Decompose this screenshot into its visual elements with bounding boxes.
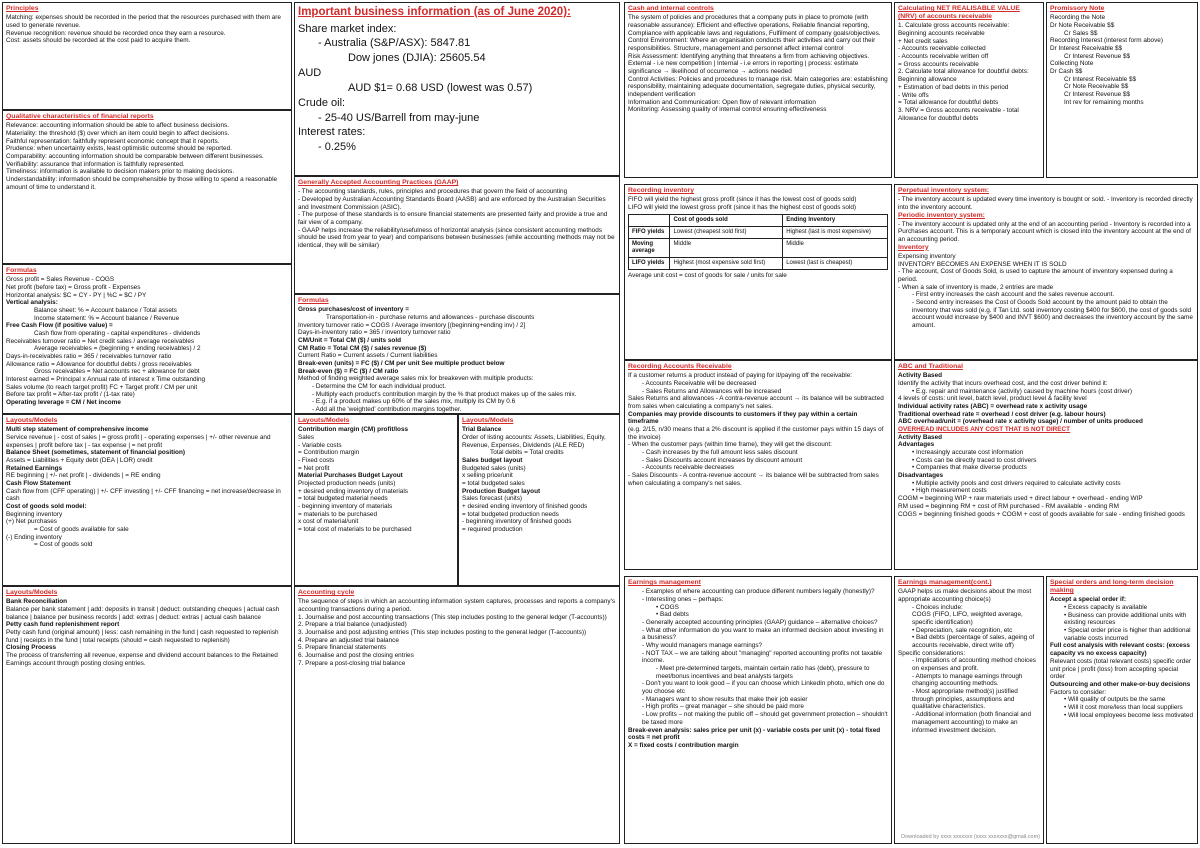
- text-line: Understandability: information should be comprehensible by those willing to spend a reasonable amount of time to understand it.: [6, 175, 278, 191]
- text-line: - The inventory account is updated only at the end of an accounting period - Inventory is recorded into a Purchases account. This is a temporary account which is closed into the inventory account at the end of an accounting period.: [898, 220, 1191, 244]
- text-line: (+) Net purchases: [6, 518, 57, 526]
- text-line: 5. Prepare financial statements: [298, 644, 387, 652]
- text-line: - E.g. if a product makes up 60% of the sales mix, multiply its CM by 0.6: [312, 398, 516, 406]
- text-line: - Low profits – not making the public off – should get government protection – shouldn't be taxed more: [642, 711, 888, 726]
- text-line: Relevance: accounting information should be able to affect business decisions.: [6, 122, 229, 130]
- table-row: [629, 226, 888, 238]
- text-line: Dow jones (DJIA): 25605.54: [348, 52, 486, 65]
- section-title: Periodic inventory system:: [898, 211, 985, 219]
- recording-inventory-section: [624, 184, 892, 360]
- text-line: • Business can provide additional units with existing resources: [1064, 611, 1187, 627]
- section-title: Special orders and long-term decision making: [1050, 579, 1174, 595]
- text-line: - Implications of accounting method choices on expenses and profit.: [912, 657, 1036, 673]
- promissory-note-section: [1046, 2, 1198, 178]
- section-title: Perpetual inventory system:: [898, 187, 990, 194]
- text-line: Dr Note Receivable $$: [1050, 21, 1115, 29]
- text-line: RE beginning | +/- net profit | - dividends | = RE ending: [6, 472, 161, 480]
- text-line: - When a sale of inventory is made, 2 entries are made: [898, 283, 1054, 291]
- formulas-section-1: [2, 264, 292, 414]
- text-line: Control Activities: Policies and procedures to manage risk. Main categories are: establishing responsibility, maintaining adequate documentation, segregate duties, physical security, independent verification: [628, 75, 888, 99]
- text-line: Revenue recognition: revenue should be recorded once they earn a resource.: [6, 29, 226, 37]
- text-line: GAAP helps us make decisions about the most appropriate accounting choice(s): [898, 588, 1032, 603]
- table-cell: Cost of goods sold: [670, 214, 783, 226]
- text-line: - Second entry increases the Cost of Goods Sold account by the amount paid to obtain the inventory that was sold (e.g. if Tan Ltd. sold inventory costing $400 for $600, the cost of goods sold account would increase by $400 and INVT $600) and decreases the inventory account by the same amount.: [912, 299, 1193, 330]
- text-line: Factors to consider:: [1050, 688, 1107, 696]
- text-line: If a customer returns a product instead of paying for it/paying off the receivable:: [628, 372, 853, 380]
- text-line: Interest rates:: [298, 126, 366, 139]
- text-line: Information and Communication: Open flow of relevant information: [628, 98, 816, 106]
- text-line: = Contribution margin: [298, 449, 360, 457]
- text-line: • Increasingly accurate cost information: [912, 449, 1024, 457]
- text-line: Traditional overhead rate = overhead / cost driver (e.g. labour hours): [898, 410, 1106, 418]
- text-line: Accept a special order if:: [1050, 596, 1127, 604]
- text-line: • E.g. repair and maintenance (activity) caused by machine hours (cost driver): [912, 387, 1132, 395]
- text-line: • Bad debts: [656, 611, 689, 619]
- text-line: = materials to be purchased: [298, 510, 378, 518]
- text-line: • COGS: [656, 603, 679, 611]
- text-line: - Write offs: [898, 91, 929, 99]
- qualitative-section: [2, 110, 292, 264]
- section-title: Inventory: [898, 243, 929, 251]
- table-cell: Highest (last is most expensive): [783, 226, 888, 238]
- text-line: Break-even analysis: sales price per unit (x) - variable costs per unit (x) - total fixed costs = net profit: [628, 726, 881, 742]
- text-line: 4 levels of costs: unit level, batch level, product level & facility level: [898, 395, 1087, 403]
- text-line: 2. Prepare a trial balance (unadjusted): [298, 621, 407, 629]
- text-line: Dr Cash $$: [1050, 67, 1083, 75]
- text-line: - Additional information (both financial and management accounting) to make an informed investment decision.: [912, 711, 1032, 734]
- text-line: - Determine the CM for each individual product.: [312, 383, 446, 391]
- text-line: RM used = beginning RM + cost of RM purchased - RM available - ending RM: [898, 502, 1119, 510]
- text-line: Beginning inventory: [6, 510, 63, 518]
- text-line: (e.g. 2/15, n/30 means that a 2% discount is applied if the customer pays within 15 days of the invoice): [628, 425, 884, 441]
- text-line: Before tax profit = After-tax profit / (1-tax rate): [6, 391, 135, 399]
- text-line: Horizontal analysis: $C = CY - PY | %C = $C / PY: [6, 291, 147, 299]
- text-line: - 0.25%: [318, 141, 356, 154]
- text-line: - NOT TAX – we are talking about "managing" reported accounting profits not taxable income.: [642, 649, 883, 665]
- text-line: Cr Interest Revenue $$: [1064, 52, 1131, 60]
- text-line: COGS = beginning finished goods + COGM + cost of goods available for sale - ending finished goods: [898, 510, 1185, 518]
- text-line: = total budgeted production needs: [462, 510, 559, 518]
- perpetual-inventory-section: [894, 184, 1198, 360]
- text-line: Average receivables = (beginning + ending receivables) / 2: [34, 345, 201, 353]
- abc-traditional-section: [894, 360, 1198, 570]
- text-line: Expensing inventory: [898, 252, 956, 260]
- text-line: Activity Based: [898, 433, 943, 441]
- text-line: Faithful representation: faithfully represent economic concept that it reports.: [6, 137, 220, 145]
- text-line: + desired ending inventory of materials: [298, 487, 408, 495]
- text-line: Sales volume (to reach target profit) FC + Target profit / CM per unit: [6, 383, 198, 391]
- text-line: Outsourcing and other make-or-buy decisions: [1050, 680, 1191, 688]
- text-line: Monitoring: Assessing quality of internal control ensuring effectiveness: [628, 106, 827, 114]
- nrv-section: [894, 2, 1044, 178]
- text-line: - 25-40 US/Barrell from may-june: [318, 111, 480, 124]
- text-line: Cr Sales $$: [1064, 29, 1098, 37]
- text-line: = total cost of materials to be purchased: [298, 526, 412, 534]
- text-line: - First entry increases the cash account and the sales revenue account.: [912, 291, 1115, 299]
- text-line: Control Environment: Where an organisation conducts their activities and carry out their responsibilities. Structure, management and personnel affect internal control: [628, 37, 876, 52]
- table-cell: FIFO yields: [629, 226, 670, 238]
- text-line: 1. Journalise and post accounting transactions (This step includes posting to the general ledger (T-accounts)): [298, 613, 607, 621]
- text-line: - Accounts receivable written off: [898, 53, 989, 61]
- accounting-cycle-section: [294, 586, 620, 844]
- table-cell: Lowest (last is cheapest): [783, 258, 888, 270]
- text-line: Current Ratio = Current assets / Current liabilities: [298, 352, 438, 360]
- section-title: Layouts/Models: [462, 417, 514, 424]
- text-line: - beginning inventory of finished goods: [462, 518, 572, 526]
- text-line: INVENTORY BECOMES AN EXPENSE WHEN IT IS SOLD: [898, 260, 1067, 268]
- text-line: Individual activity rates (ABC) = overhead rate x activity usage: [898, 402, 1088, 410]
- text-line: LIFO will yield the lowest gross profit (since it has the highest cost of goods sold): [628, 203, 857, 211]
- text-line: Identify the activity that incurs overhead cost, and the cost driver behind it:: [898, 379, 1108, 387]
- text-line: - Cash increases by the full amount less sales discount: [642, 449, 798, 457]
- text-line: Relevant costs (total relevant costs) specific order unit price | profit (loss) from accepting special order: [1050, 657, 1192, 681]
- section-title: Layouts/Models: [298, 417, 350, 424]
- section-title: Cash and internal controls: [628, 5, 714, 12]
- text-line: + Estimation of bad debts in this period: [898, 83, 1009, 91]
- text-line: - High profits – great manager – she should be paid more: [642, 703, 804, 711]
- text-line: - Accounts Receivable will be decreased: [642, 379, 757, 387]
- text-line: • Multiple activity pools and cost drivers required to calculate activity costs: [912, 479, 1121, 487]
- text-line: - Sales Discounts - A contra-revenue account → its balance will be subtracted from sales when calculating a company's net sales.: [628, 472, 879, 487]
- section-title: Layouts/Models: [6, 589, 58, 596]
- special-orders-section: [1046, 576, 1198, 844]
- section-title: Layouts/Models: [6, 417, 58, 424]
- text-line: Production Budget layout: [462, 487, 541, 495]
- text-line: Disadvantages: [898, 472, 944, 480]
- section-title: Recording inventory: [628, 187, 695, 194]
- text-line: Timeliness: information is available to decision makers prior to making decisions.: [6, 168, 235, 176]
- text-line: Sales: [298, 433, 314, 441]
- text-line: X = fixed costs / contribution margin: [628, 741, 739, 749]
- section-title: Earnings management: [628, 579, 701, 586]
- text-line: • Will quality of outputs be the same: [1064, 696, 1166, 704]
- table-header-row: [629, 214, 888, 226]
- text-line: Order of listing accounts: Assets, Liabilities, Equity, Revenue, Expenses, Dividends (ALE RED): [462, 433, 606, 449]
- text-line: = required production: [462, 526, 523, 534]
- cash-controls-section: [624, 2, 892, 178]
- text-line: Material Purchases Budget Layout: [298, 472, 403, 480]
- gaap-section: [294, 176, 620, 294]
- text-line: 1. Calculate gross accounts receivable:: [898, 22, 1010, 30]
- text-line: = Total allowance for doubtful debts: [898, 99, 999, 107]
- inventory-methods-table: [628, 214, 888, 271]
- text-line: • Bad debts (percentage of sales, ageing of accounts receivable, direct write off): [912, 634, 1035, 649]
- text-line: CM/Unit = Total CM ($) / units sold: [298, 336, 402, 344]
- text-line: x selling price/unit: [462, 472, 513, 480]
- text-line: Closing Process: [6, 644, 57, 652]
- text-line: 6. Journalise and post the closing entries: [298, 651, 414, 659]
- text-line: + Net credit sales: [898, 37, 948, 45]
- text-line: The process of transferring all revenue, expense and dividend account balances to the Retained Earnings account through posting closing entries.: [6, 651, 278, 667]
- text-line: = Gross accounts receivable: [898, 60, 979, 68]
- formulas-section-2: [294, 294, 620, 414]
- text-line: 3. NRV = Gross accounts receivable - total Allowance for doubtful debts: [898, 106, 1019, 122]
- text-line: Matching: expenses should be recorded in the period that the resources purchased with them are used to generate revenue.: [6, 14, 281, 29]
- text-line: The sequence of steps in which an accounting information system captures, processes and reports a company's accounting transactions during a period.: [298, 598, 616, 613]
- text-line: - The purpose of these standards is to ensure financial statements are presented fairly and provide a true and fair view of a company.: [298, 211, 608, 226]
- text-line: Income statement: % = Account balance / Revenue: [34, 314, 180, 322]
- text-line: = total budgeted sales: [462, 479, 525, 487]
- text-line: - Generally accepted accounting principles (GAAP) guidance – alternative choices?: [642, 618, 878, 626]
- text-line: • High measurement costs: [912, 487, 987, 495]
- text-line: Vertical analysis:: [6, 299, 58, 307]
- text-line: - Sales Discounts account increases by discount amount: [642, 456, 803, 464]
- text-line: Dr Interest Receivable $$: [1050, 44, 1123, 52]
- text-line: Petty cash fund (original amount) | less: cash remaining in the fund | cash requested to replenish fund | receipts in the fund | total receipts (should = cash requested to replenish): [6, 628, 279, 644]
- text-line: 2. Calculate total allowance for doubtful debts:: [898, 68, 1029, 76]
- layouts-section-1: [2, 414, 292, 586]
- text-line: Collecting Note: [1050, 60, 1094, 68]
- text-line: COGM = beginning WIP + raw materials used + direct labour + overhead - ending WIP: [898, 495, 1143, 503]
- text-line: - Variable costs: [298, 441, 342, 449]
- text-line: AUD: [298, 67, 322, 80]
- text-line: Gross receivables = Net accounts rec + allowance for debt: [34, 368, 200, 376]
- text-line: Average unit cost = cost of goods for sale / units for sale: [628, 272, 787, 280]
- table-cell: Middle: [783, 238, 888, 257]
- text-line: Advantages: [898, 441, 935, 449]
- section-title: Accounting cycle: [298, 589, 355, 596]
- text-line: FIFO will yield the highest gross profit (since it has the lowest cost of goods sold): [628, 196, 857, 204]
- text-line: Allowance ratio = Allowance for doubtful debts / gross receivables: [6, 360, 192, 368]
- text-line: Companies may provide discounts to customers if they pay within a certain timeframe: [628, 410, 858, 426]
- text-line: - Accounts receivable collected: [898, 45, 986, 53]
- text-line: Comparability: accounting information should be comparable between different businesses.: [6, 152, 264, 160]
- text-line: = Cost of goods available for sale: [34, 526, 129, 534]
- layouts-section-2: [2, 586, 292, 844]
- text-line: - Managers want to show results that make their job easier: [642, 695, 808, 703]
- text-line: Net profit (before tax) = Gross profit - Expenses: [6, 283, 141, 291]
- text-line: Service revenue | - cost of sales | = gross profit | - operating expenses | +/- other revenue and expenses | profit before tax | - tax expense | = net profit: [6, 433, 271, 449]
- text-line: • Excess capacity is available: [1064, 604, 1148, 611]
- text-line: - Interesting ones – perhaps:: [642, 595, 724, 603]
- layouts-section-3: [294, 414, 458, 586]
- text-line: - Developed by Australian Accounting Standards Board (AASB) and are enforced by the Australian Securities and Investment Commission (ASIC).: [298, 195, 606, 211]
- text-line: + desired ending inventory of finished goods: [462, 503, 588, 511]
- text-line: Days-in-receivables ratio = 365 / receivables turnover ratio: [6, 353, 172, 361]
- text-line: x cost of material/unit: [298, 518, 359, 526]
- text-line: • Companies that make diverse products: [912, 464, 1027, 472]
- table-cell: Ending Inventory: [783, 214, 888, 226]
- text-line: Method of finding weighted average sales mix for breakeven with multiple products:: [298, 375, 534, 383]
- text-line: Cash flow from (CFF operating) | +/- CFF investing | +/- CFF financing = net increase/decrease in cash: [6, 487, 281, 503]
- section-title: Important business information (as of June 2020):: [298, 6, 571, 18]
- text-line: Cr Interest Receivable $$: [1064, 75, 1137, 83]
- text-line: - Most appropriate method(s) justified through principles, assumptions and qualitative characteristics.: [912, 688, 1018, 711]
- section-title: Promissory Note: [1050, 5, 1105, 12]
- section-title: Principles: [6, 5, 39, 12]
- text-line: Cr Interest Revenue $$: [1064, 91, 1131, 99]
- text-line: Cash Flow Statement: [6, 479, 71, 487]
- download-footer: Downloaded by xxxx xxxxxxx (xxxx xxxxxxx@gmail.com): [901, 834, 1040, 840]
- text-line: Bank Reconciliation: [6, 598, 68, 606]
- text-line: Trial Balance: [462, 426, 502, 434]
- section-title: Generally Accepted Accounting Practices (GAAP): [298, 179, 459, 186]
- text-line: Retained Earnings: [6, 464, 63, 472]
- text-line: 7. Prepare a post-closing trial balance: [298, 659, 406, 667]
- text-line: Sales budget layout: [462, 456, 523, 464]
- text-line: - Australia (S&P/ASX): 5847.81: [318, 37, 471, 50]
- text-line: - The inventory account is updated every time inventory is bought or sold. - Inventory is recorded directly into the inventory account.: [898, 196, 1193, 211]
- text-line: - Fixed costs: [298, 456, 335, 464]
- text-line: Balance per bank statement | add: deposits in transit | deduct: outstanding cheques | actual cash balance | balance per business records | add: extras | deduct: extras | actual cash balance: [6, 605, 280, 621]
- text-line: • Will local employees become less motivated: [1064, 711, 1194, 719]
- text-line: Recording the Note: [1050, 14, 1106, 22]
- text-line: Days-in-inventory ratio = 365 / inventory turnover ratio: [298, 329, 451, 337]
- text-line: Contribution margin (CM) profit/loss: [298, 426, 409, 434]
- text-line: Specific considerations:: [898, 649, 966, 657]
- table-row: [629, 238, 888, 257]
- section-title: Formulas: [298, 297, 329, 304]
- text-line: Transportation-in - purchase returns and allowances - purchase discounts: [326, 313, 535, 321]
- text-line: COGS (FIFO, LIFO, weighted average, specific identification): [912, 611, 1023, 626]
- text-line: Receivables turnover ratio = Net credit sales / average receivables: [6, 337, 195, 345]
- text-line: • Costs can be directly traced to cost drivers: [912, 456, 1037, 464]
- text-line: Projected production needs (units): [298, 479, 396, 487]
- text-line: Crude oil:: [298, 96, 346, 109]
- text-line: - The accounting standards, rules, principles and procedures that govern the field of accounting: [298, 188, 568, 196]
- section-title: ABC and Traditional: [898, 363, 963, 370]
- text-line: = Net profit: [298, 464, 330, 472]
- table-cell: LIFO yields: [629, 258, 670, 270]
- section-title: Calculating NET REALISABLE VALUE (NRV) of accounts receivable: [898, 5, 1020, 21]
- text-line: Free Cash Flow (if positive value) =: [6, 322, 113, 330]
- text-line: Assets = Liabilities + Equity debt (DEA | LOR) credit: [6, 456, 153, 464]
- text-line: Total debits = Total credits: [490, 449, 564, 457]
- text-line: Beginning accounts receivable: [898, 30, 985, 37]
- text-line: = total budgeted material needs: [298, 495, 388, 503]
- text-line: Operating leverage = CM / Net income: [6, 399, 121, 407]
- table-cell: Highest (most expensive sold first): [670, 258, 783, 270]
- text-line: = Cost of goods sold: [34, 541, 93, 549]
- text-line: 4. Prepare an adjusted trial balance: [298, 636, 399, 644]
- text-line: Break-even (units) = FC ($) / CM per unit See multiple product below: [298, 359, 505, 367]
- text-line: - Accounts receivable decreases: [642, 464, 735, 472]
- section-title: Earnings management(cont.): [898, 579, 992, 586]
- text-line: Gross purchases/cost of inventory =: [298, 306, 409, 314]
- text-line: Multi step statement of comprehensive income: [6, 426, 149, 434]
- text-line: Cr Note Receivable $$: [1064, 83, 1129, 91]
- text-line: - Meet pre-determined targets, maintain certain ratio has (debt), pressure to meet/bonus incentives and beat analysts targets: [656, 665, 870, 680]
- text-line: • Special order price is higher than additional variable costs incurred: [1064, 627, 1191, 642]
- text-line: OVERHEAD INCLUDES ANY COST THAT IS NOT DIRECT: [898, 425, 1071, 433]
- text-line: Materiality: the threshold ($) over which an item could begin to affect decisions.: [6, 129, 230, 137]
- text-line: - Add all the 'weighted' contribution margins together.: [312, 406, 462, 414]
- table-row: [629, 258, 888, 270]
- text-line: 3. Journalise and post adjusting entries (This step includes posting to the general ledger (T-accounts)): [298, 628, 587, 636]
- text-line: Cost of goods sold model:: [6, 503, 87, 511]
- text-line: AUD $1= 0.68 USD (lowest was 0.57): [348, 81, 533, 94]
- text-line: (-) Ending inventory: [6, 533, 62, 541]
- business-info-section: [294, 2, 620, 176]
- text-line: - The account, Cost of Goods Sold, is used to capture the amount of inventory expensed during a period.: [898, 268, 1173, 283]
- layouts-section-4: [458, 414, 620, 586]
- text-line: - beginning inventory of materials: [298, 503, 393, 511]
- text-line: - What other information do you want to make an informed decision about investing in a business?: [642, 626, 884, 642]
- table-cell: Lowest (cheapest sold first): [670, 226, 783, 238]
- section-title: Recording Accounts Receivable: [628, 363, 732, 370]
- accounts-receivable-section: [624, 360, 892, 570]
- text-line: - Sales Returns and Allowances will be increased: [642, 387, 782, 395]
- text-line: Beginning allowance: [898, 76, 957, 84]
- text-line: • Depreciation, sale recognition, etc: [912, 626, 1013, 634]
- table-cell: Moving average: [629, 238, 670, 257]
- table-cell: Middle: [670, 238, 783, 257]
- text-line: • Will it cost more/less than local suppliers: [1064, 703, 1183, 711]
- text-line: Break-even ($) = FC ($) / CM ratio: [298, 367, 399, 375]
- earnings-management-section: [624, 576, 892, 844]
- earnings-management-cont-section: [894, 576, 1044, 844]
- text-line: The system of policies and procedures that a company puts in place to promote (with reasonable assurance): Efficient and effective operations, Reliable financial reporting, Compliance with applicable laws and regulations, Fulfilment of company goals/objectives.: [628, 14, 881, 37]
- text-line: Balance sheet: % = Account balance / Total assets: [34, 306, 177, 314]
- text-line: - Why would managers manage earnings?: [642, 641, 763, 649]
- text-line: ABC overhead/unit = (overhead rate x activity usage) / number of units produced: [898, 418, 1143, 426]
- text-line: Sales forecast (units): [462, 495, 523, 503]
- text-line: Prudence: when uncertainty exists, least optimistic outcome should be reported.: [6, 145, 232, 153]
- table-cell: [629, 214, 670, 226]
- text-line: Activity Based: [898, 372, 943, 380]
- text-line: Gross profit = Sales Revenue - COGS: [6, 276, 115, 284]
- text-line: CM Ratio = Total CM ($) / sales revenue ($): [298, 344, 427, 352]
- text-line: Budgeted sales (units): [462, 464, 526, 472]
- text-line: Inventory turnover ratio = COGS / Average inventory [(beginning+ending inv) / 2]: [298, 321, 526, 329]
- text-line: Cash flow from operating - capital expenditures - dividends: [34, 329, 201, 337]
- text-line: - When the customer pays (within time frame), they will get the discount:: [628, 441, 832, 449]
- text-line: Int rev for remaining months: [1064, 98, 1144, 106]
- text-line: Petty cash fund replenishment report: [6, 621, 120, 629]
- text-line: Full cost analysis with relevant costs: (excess capacity vs no excess capacity): [1050, 642, 1190, 658]
- principles-section: [2, 2, 292, 110]
- text-line: - Multiply each product's contribution margin by the % that product makes up of the sales mix.: [312, 390, 577, 398]
- section-title: Formulas: [6, 267, 37, 274]
- text-line: - Examples of where accounting can produce different numbers legally (honestly)?: [642, 588, 875, 596]
- text-line: Cost: assets should be recorded at the cost paid to acquire them.: [6, 37, 191, 45]
- text-line: Interest earned = Principal x Annual rate of interest x Time outstanding: [6, 376, 206, 384]
- section-title: Qualitative characteristics of financial reports: [6, 113, 154, 120]
- text-line: - Attempts to manage earnings through changing accounting methods.: [912, 672, 1023, 688]
- text-line: Share market index:: [298, 22, 397, 35]
- text-line: - GAAP helps increase the reliability/usefulness of horizontal analysis (since consistent accounting methods should be used from year to year) and comparisons between businesses (while accounting methods may not be identical, they will be similar): [298, 226, 615, 249]
- text-line: Risk Assessment: Identifying anything that threatens a firm from achieving objectives. External - i.e new competition | Internal - i.e errors in reporting | process: estimate significance → likelihood of occurrence → actions needed: [628, 52, 870, 75]
- text-line: Balance Sheet (sometimes, statement of financial position): [6, 449, 185, 457]
- text-line: - Choices include:: [912, 603, 963, 611]
- text-line: - Don't you want to look good – if you can choose which LinkedIn photo, which one do you choose etc: [642, 680, 885, 696]
- text-line: Verifiability: assurance that information is faithfully represented.: [6, 160, 185, 168]
- text-line: Recording Interest (interest form above): [1050, 37, 1163, 45]
- text-line: Sales Returns and allowances - A contra-revenue account → its balance will be subtracted from sales when calculating a company's net sales.: [628, 395, 884, 410]
